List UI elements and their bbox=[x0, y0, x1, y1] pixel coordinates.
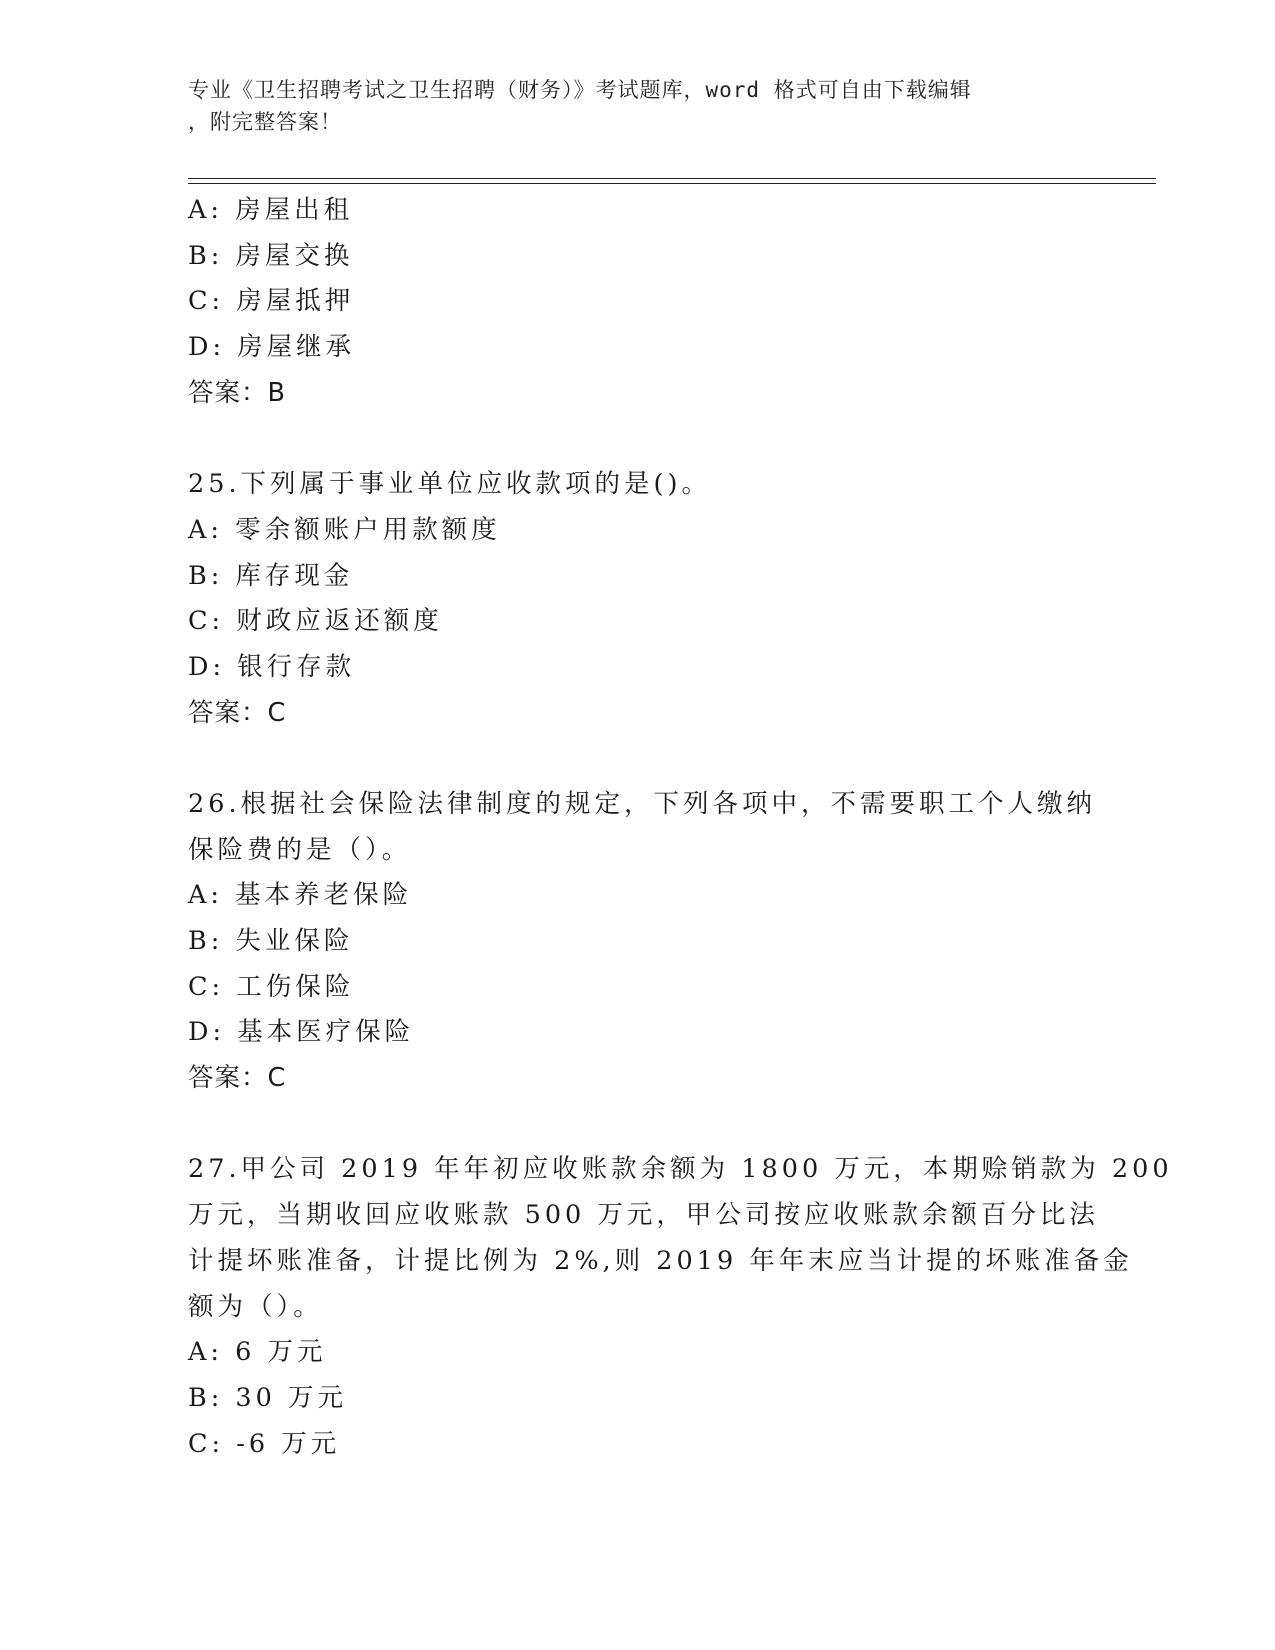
option-d: D: 基本医疗保险 bbox=[188, 1017, 415, 1048]
header-line-2: ，附完整答案！ bbox=[188, 110, 342, 134]
option-c: C: 房屋抵押 bbox=[188, 286, 355, 317]
option-b: B: 库存现金 bbox=[188, 560, 354, 591]
option-c: C: 财政应返还额度 bbox=[188, 606, 443, 637]
answer: 答案：B bbox=[188, 377, 286, 408]
question-stem-continued: 万元，当期收回应收账款 500 万元，甲公司按应收账款余额百分比法 bbox=[188, 1200, 1099, 1231]
question-stem: 25.下列属于事业单位应收款项的是()。 bbox=[188, 469, 711, 500]
question-list bbox=[188, 188, 1173, 1467]
header-rule-bottom bbox=[188, 183, 1156, 184]
option-b: B: 房屋交换 bbox=[188, 240, 354, 271]
option-b: B: 30 万元 bbox=[188, 1382, 347, 1413]
question-stem-continued: 保险费的是（）。 bbox=[188, 834, 412, 865]
option-b: B: 失业保险 bbox=[188, 926, 354, 956]
question-stem: 27.甲公司 2019 年年初应收账款余额为 1800 万元，本期赊销款为 200 bbox=[188, 1154, 1173, 1185]
header-line-1: 专业《卫生招聘考试之卫生招聘（财务）》考试题库，word 格式可自由下载编辑 bbox=[188, 78, 972, 102]
option-a: A: 房屋出租 bbox=[188, 195, 354, 225]
option-d: D: 银行存款 bbox=[188, 651, 356, 682]
question-26 bbox=[188, 782, 1097, 1102]
document-header bbox=[188, 74, 1068, 138]
header-rule-top bbox=[188, 178, 1156, 179]
answer: 答案：C bbox=[188, 697, 287, 728]
spacer bbox=[188, 416, 1088, 462]
option-c: C: 工伤保险 bbox=[188, 971, 355, 1002]
question-stem: 26.根据社会保险法律制度的规定，下列各项中，不需要职工个人缴纳 bbox=[188, 788, 1097, 819]
question-25 bbox=[188, 462, 1088, 736]
option-a: A: 零余额账户用款额度 bbox=[188, 514, 501, 545]
option-a: A: 基本养老保险 bbox=[188, 880, 413, 911]
spacer bbox=[188, 736, 1088, 782]
question-24 bbox=[188, 188, 1088, 416]
option-c: C: -6 万元 bbox=[188, 1428, 341, 1459]
option-d: D: 房屋继承 bbox=[188, 332, 356, 363]
spacer bbox=[188, 1102, 1088, 1148]
answer: 答案：C bbox=[188, 1063, 287, 1094]
question-27 bbox=[188, 1147, 1173, 1467]
question-stem-continued: 计提坏账准备，计提比例为 2%,则 2019 年年末应当计提的坏账准备金 bbox=[188, 1245, 1133, 1276]
option-a: A: 6 万元 bbox=[188, 1337, 327, 1368]
question-stem-continued: 额为（）。 bbox=[188, 1291, 323, 1322]
